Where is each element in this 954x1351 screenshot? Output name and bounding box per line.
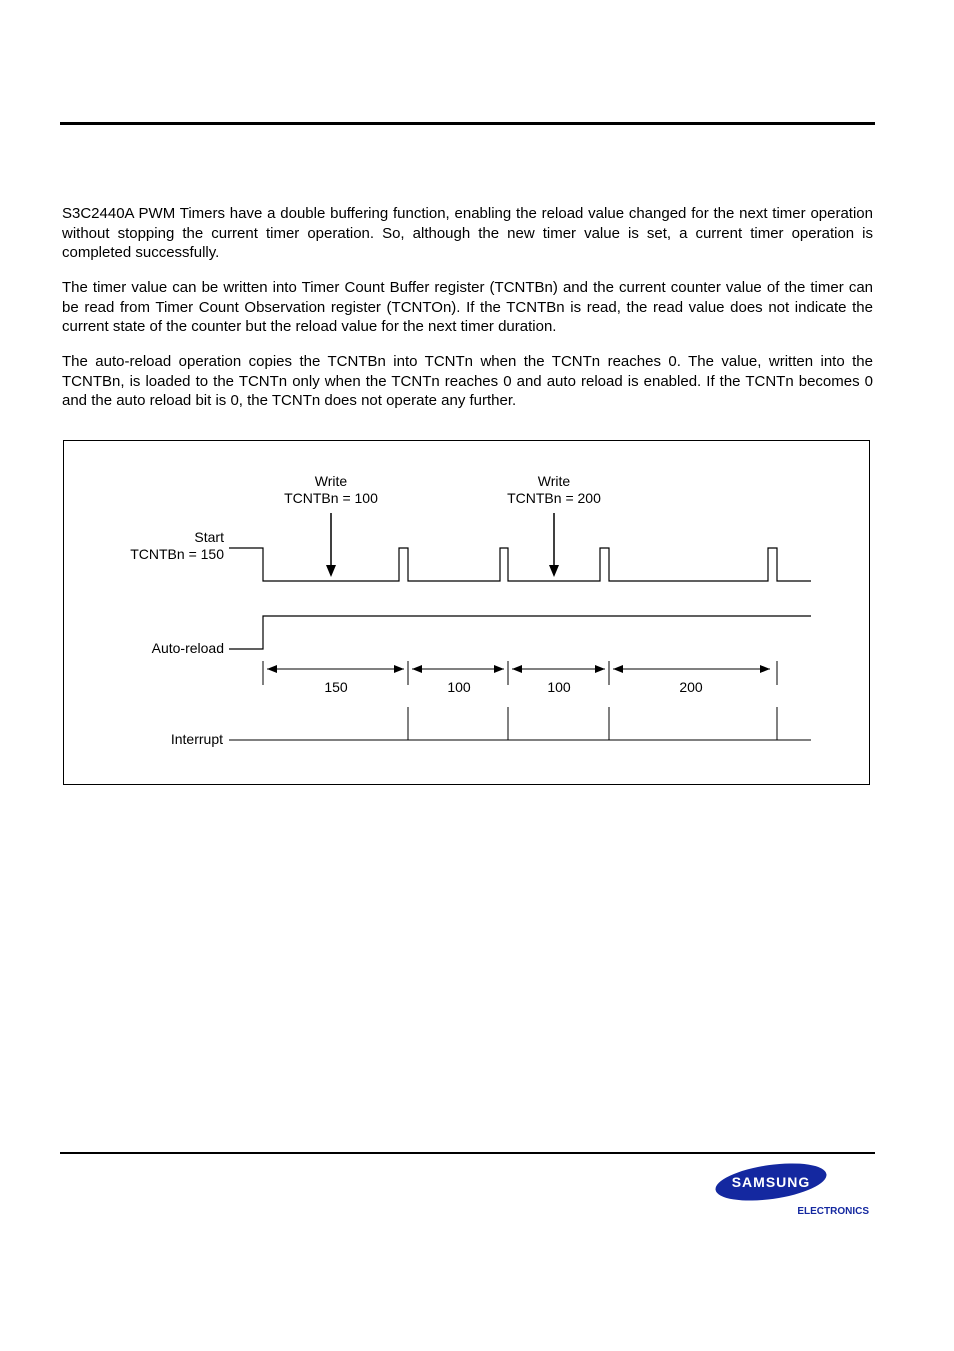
paragraph-double-buffering: S3C2440A PWM Timers have a double buffering function, enabling the reload value changed for the next timer operation without stopping the current timer operation. So, although the new timer value is set, a current timer operation is completed successfully. [62, 205, 873, 261]
interval-label-3: 100 [547, 679, 571, 695]
timer-timing-diagram [63, 440, 870, 785]
electronics-wordmark: ELECTRONICS [797, 1206, 869, 1217]
start-label-line2: TCNTBn = 150 [130, 546, 224, 562]
paragraph-timer-registers: The timer value can be written into Timer Count Buffer register (TCNTBn) and the current counter value of the timer can be read from Timer Count Observation register (TCNTOn). If the TCNTBn is read, the read value does not indicate the current state of the counter but the reload value for the next timer duration. [62, 279, 873, 335]
footer-rule [60, 1152, 875, 1154]
start-label-line1: Start [194, 529, 224, 545]
paragraph-auto-reload: The auto-reload operation copies the TCNTBn into TCNTn when the TCNTn reaches 0. The value, written into the TCNTBn, is loaded to the TCNTn only when the TCNTn reaches 0 and auto reload is enabled. If the TCNTn becomes 0 and the auto reload bit is 0, the TCNTn does not operate any further. [62, 353, 873, 409]
autoreload-label: Auto-reload [151, 640, 224, 656]
interval-arrows [267, 665, 770, 673]
write1-arrow [326, 513, 336, 577]
samsung-wordmark: SAMSUNG [731, 1174, 811, 1190]
write1-label-line2: TCNTBn = 100 [284, 490, 378, 506]
interval-label-2: 100 [447, 679, 471, 695]
write1-label-line1: Write [314, 473, 348, 489]
write2-arrow [549, 513, 559, 577]
write2-label-line2: TCNTBn = 200 [507, 490, 601, 506]
tcntn-waveform [229, 548, 811, 581]
samsung-logo [715, 1160, 875, 1220]
autoreload-waveform [229, 616, 811, 649]
write2-label-line1: Write [537, 473, 571, 489]
interrupt-pulses [408, 707, 777, 740]
interval-label-4: 200 [679, 679, 703, 695]
interval-label-1: 150 [324, 679, 348, 695]
interrupt-label: Interrupt [170, 731, 223, 747]
header-rule [60, 122, 875, 125]
